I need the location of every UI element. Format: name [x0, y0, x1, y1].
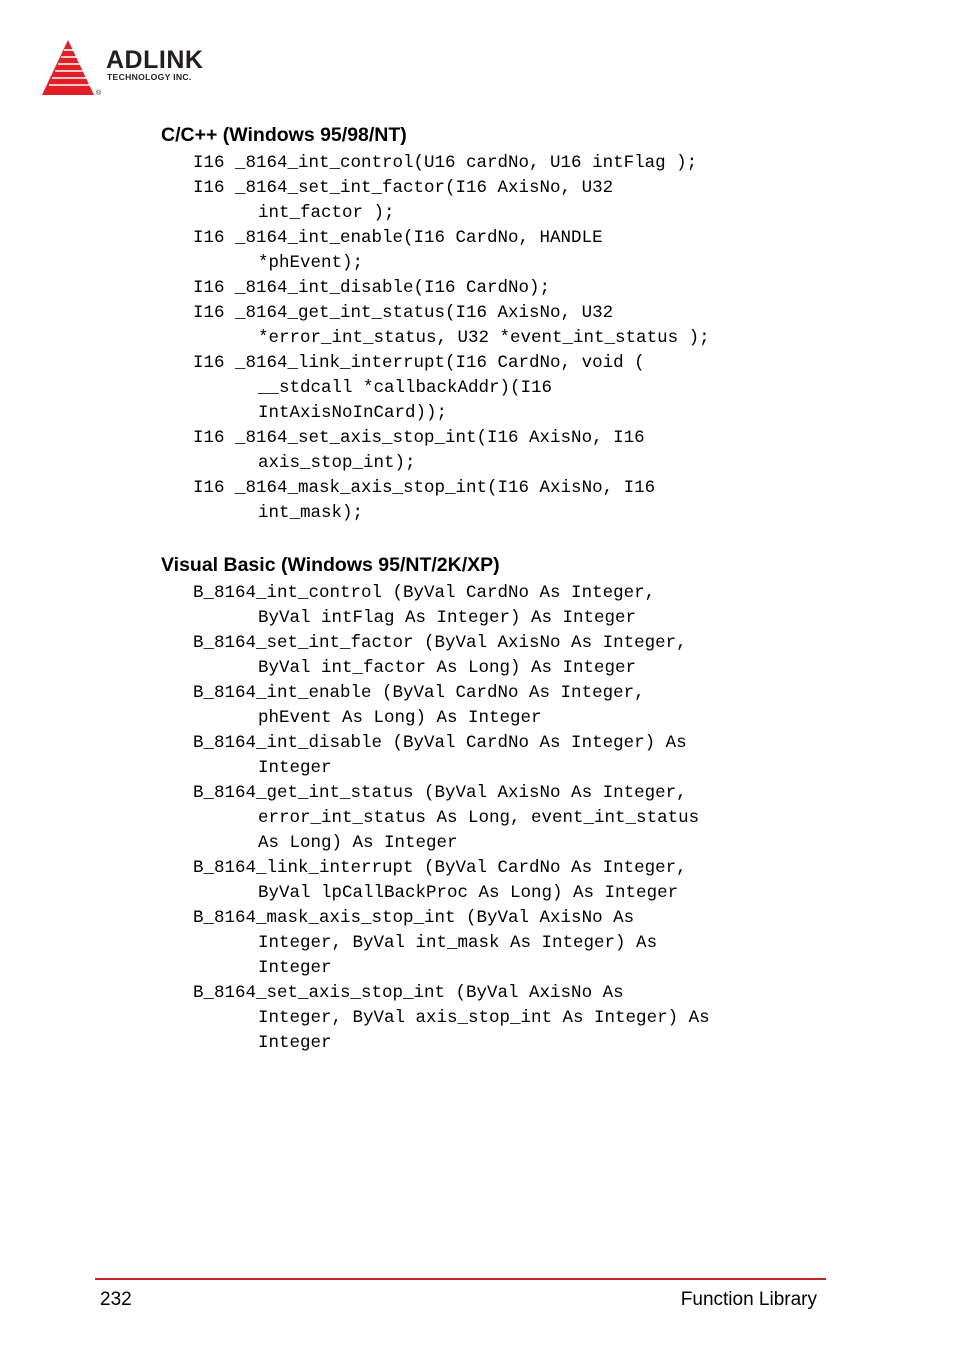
declaration-continuation-line: int_mask);	[258, 503, 364, 523]
declaration-line: B_8164_mask_axis_stop_int (ByVal AxisNo As	[193, 908, 635, 928]
declaration-continuation-line: axis_stop_int);	[258, 453, 416, 473]
function-declaration	[193, 906, 833, 981]
declaration-line: I16 _8164_get_int_status(I16 AxisNo, U32	[193, 303, 614, 323]
function-declaration	[193, 731, 833, 781]
declaration-line: I16 _8164_int_enable(I16 CardNo, HANDLE	[193, 228, 603, 248]
adlink-logo	[40, 38, 240, 100]
function-declaration	[193, 981, 833, 1056]
registered-mark: ®	[96, 90, 102, 97]
page-number: 232	[100, 1289, 132, 1310]
function-declaration	[193, 301, 833, 351]
function-declaration	[193, 476, 833, 526]
function-declaration	[193, 351, 833, 426]
cpp-function-list	[193, 151, 833, 526]
brand-name: ADLINK	[106, 46, 204, 74]
footer-title: Function Library	[680, 1289, 817, 1310]
declaration-continuation-line: IntAxisNoInCard));	[258, 403, 448, 423]
function-declaration	[193, 276, 833, 301]
declaration-line: I16 _8164_int_control(U16 cardNo, U16 intFlag );	[193, 153, 698, 173]
declaration-continuation-line: Integer	[258, 958, 332, 978]
declaration-line: B_8164_int_control (ByVal CardNo As Integer,	[193, 583, 656, 603]
vb-function-list	[193, 581, 833, 1056]
function-declaration	[193, 226, 833, 276]
declaration-continuation-line: ByVal lpCallBackProc As Long) As Integer	[258, 883, 679, 903]
declaration-line: I16 _8164_int_disable(I16 CardNo);	[193, 278, 551, 298]
brand-tagline: TECHNOLOGY INC.	[107, 72, 192, 82]
function-declaration	[193, 426, 833, 476]
function-declaration	[193, 631, 833, 681]
section-heading-vb: Visual Basic (Windows 95/NT/2K/XP)	[161, 554, 500, 576]
declaration-line: B_8164_link_interrupt (ByVal CardNo As Integer,	[193, 858, 687, 878]
declaration-line: B_8164_set_int_factor (ByVal AxisNo As Integer,	[193, 633, 687, 653]
declaration-continuation-line: Integer, ByVal axis_stop_int As Integer) As	[258, 1008, 710, 1028]
function-declaration	[193, 856, 833, 906]
declaration-line: B_8164_set_axis_stop_int (ByVal AxisNo As	[193, 983, 624, 1003]
declaration-line: I16 _8164_mask_axis_stop_int(I16 AxisNo, I16	[193, 478, 656, 498]
declaration-continuation-line: As Long) As Integer	[258, 833, 458, 853]
declaration-line: I16 _8164_set_axis_stop_int(I16 AxisNo, I16	[193, 428, 645, 448]
declaration-continuation-line: int_factor );	[258, 203, 395, 223]
declaration-continuation-line: __stdcall *callbackAddr)(I16	[258, 378, 553, 398]
function-declaration	[193, 681, 833, 731]
declaration-line: B_8164_get_int_status (ByVal AxisNo As Integer,	[193, 783, 687, 803]
declaration-line: I16 _8164_link_interrupt(I16 CardNo, void (	[193, 353, 645, 373]
function-declaration	[193, 151, 833, 176]
declaration-line: I16 _8164_set_int_factor(I16 AxisNo, U32	[193, 178, 614, 198]
declaration-continuation-line: *phEvent);	[258, 253, 364, 273]
function-declaration	[193, 581, 833, 631]
declaration-continuation-line: *error_int_status, U32 *event_int_status );	[258, 328, 710, 348]
declaration-continuation-line: Integer	[258, 758, 332, 778]
declaration-line: B_8164_int_disable (ByVal CardNo As Integer) As	[193, 733, 687, 753]
declaration-continuation-line: Integer, ByVal int_mask As Integer) As	[258, 933, 658, 953]
declaration-continuation-line: error_int_status As Long, event_int_status	[258, 808, 700, 828]
declaration-continuation-line: ByVal int_factor As Long) As Integer	[258, 658, 637, 678]
adlink-triangle-logo-icon	[40, 38, 102, 100]
declaration-line: B_8164_int_enable (ByVal CardNo As Integer,	[193, 683, 645, 703]
function-declaration	[193, 176, 833, 226]
section-heading-cpp: C/C++ (Windows 95/98/NT)	[161, 124, 407, 146]
declaration-continuation-line: ByVal intFlag As Integer) As Integer	[258, 608, 637, 628]
declaration-continuation-line: phEvent As Long) As Integer	[258, 708, 542, 728]
footer-rule	[95, 1278, 826, 1280]
function-declaration	[193, 781, 833, 856]
declaration-continuation-line: Integer	[258, 1033, 332, 1053]
